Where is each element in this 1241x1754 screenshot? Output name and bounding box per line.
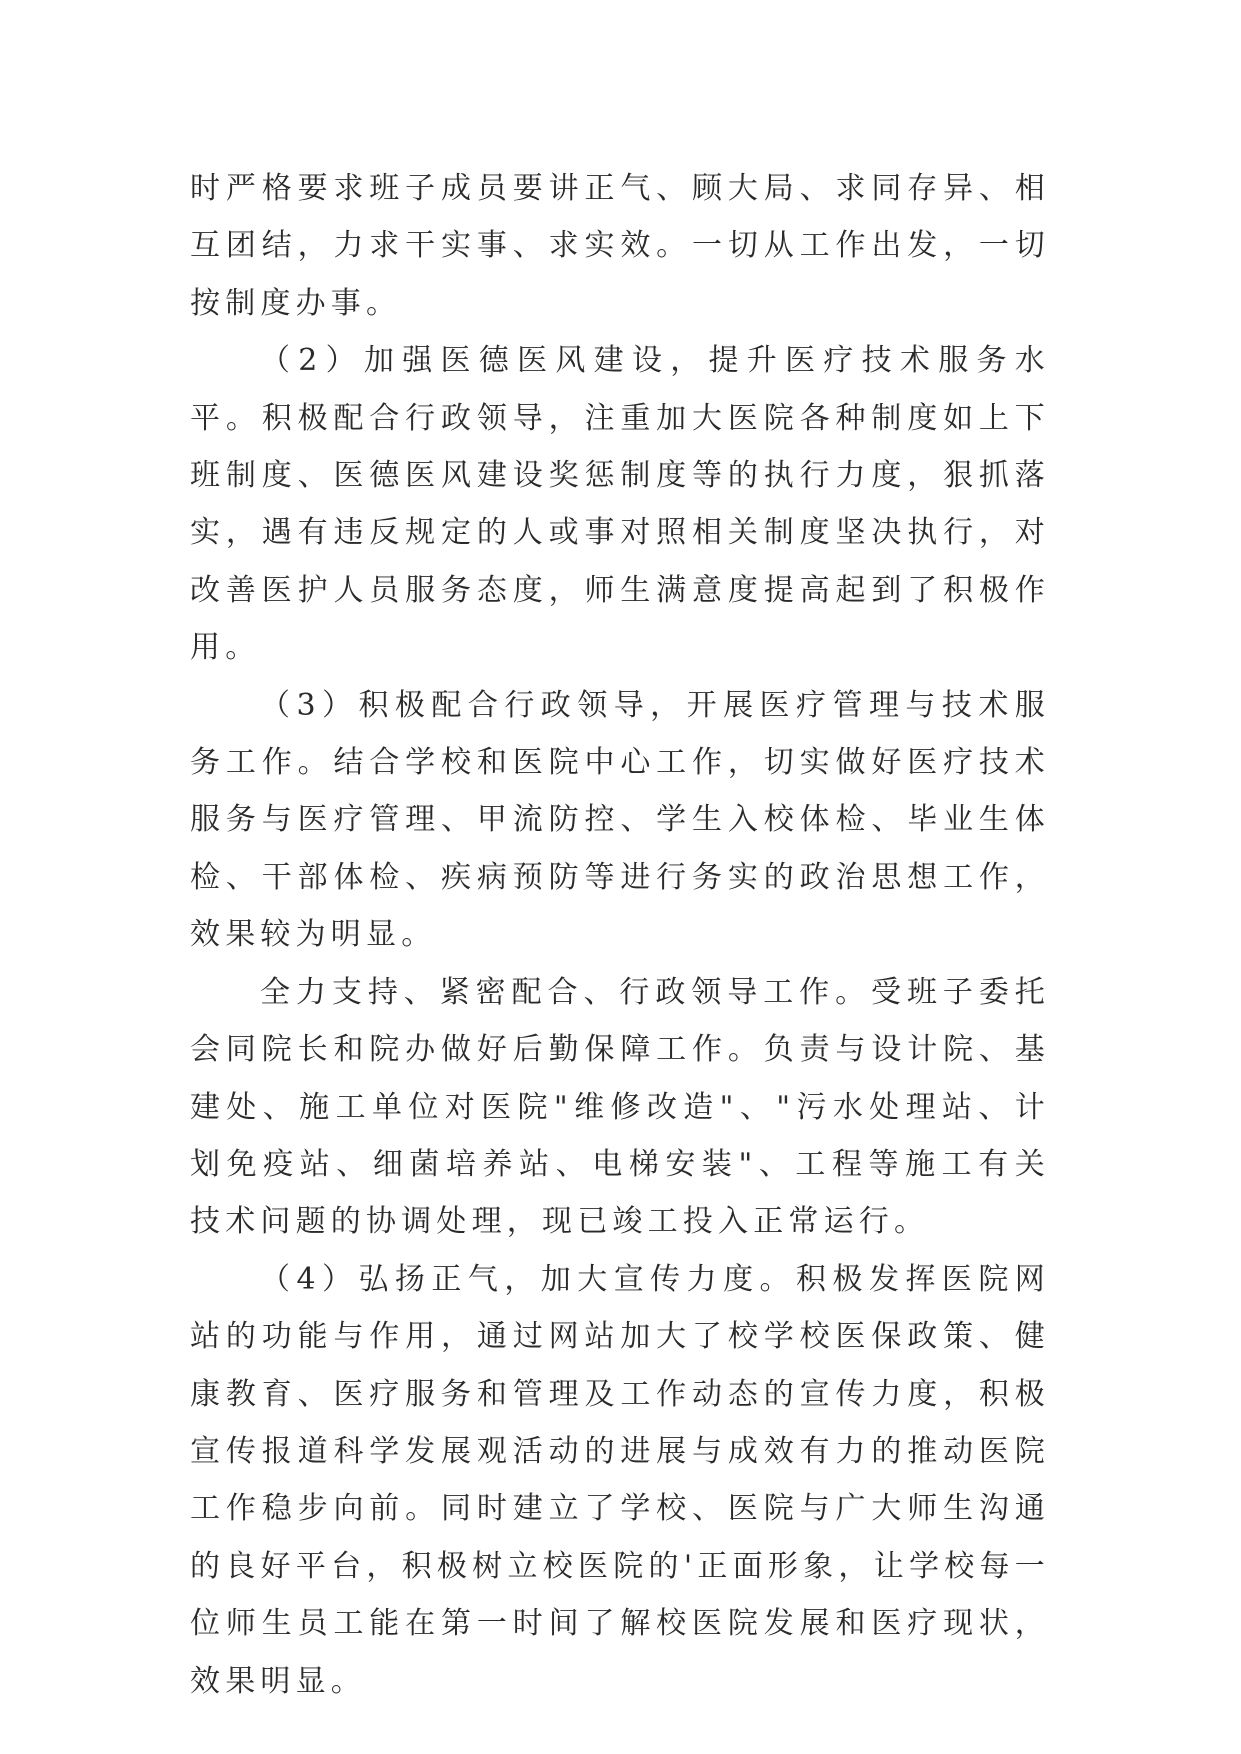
paragraph-item-4: （4）弘扬正气，加大宣传力度。积极发挥医院网站的功能与作用，通过网站加大了校学校医保政策、健康教育、医疗服务和管理及工作动态的宣传力度，积极宣传报道科学发展观活动的进展与成效有力的推动医院工作稳步向前。同时建立了学校、医院与广大师生沟通的良好平台，积极树立校医院的'正面形象，让学校每一位师生员工能在第一时间了解校医院发展和医疗现状，效果明显。 xyxy=(190,1261,1050,1699)
paragraph-item-2: （2）加强医德医风建设，提升医疗技术服务水平。积极配合行政领导，注重加大医院各种制度如上下班制度、医德医风建设奖惩制度等的执行力度，狠抓落实，遇有违反规定的人或事对照相关制度坚决执行，对改善医护人员服务态度，师生满意度提高起到了积极作用。 xyxy=(190,343,1050,666)
paragraph-continuation: 时严格要求班子成员要讲正气、顾大局、求同存异、相互团结，力求干实事、求实效。一切从工作出发，一切按制度办事。 xyxy=(190,171,1050,321)
paragraph-logistics-support: 全力支持、紧密配合、行政领导工作。受班子委托会同院长和院办做好后勤保障工作。负责与设计院、基建处、施工单位对医院"维修改造"、"污水处理站、计划免疫站、细菌培养站、电梯安装"、工程等施工有关技术问题的协调处理，现已竣工投入正常运行。 xyxy=(190,974,1050,1240)
document-body xyxy=(190,160,1050,1710)
paragraph-item-3: （3）积极配合行政领导，开展医疗管理与技术服务工作。结合学校和医院中心工作，切实做好医疗技术服务与医疗管理、甲流防控、学生入校体检、毕业生体检、干部体检、疾病预防等进行务实的政治思想工作，效果较为明显。 xyxy=(190,687,1050,953)
